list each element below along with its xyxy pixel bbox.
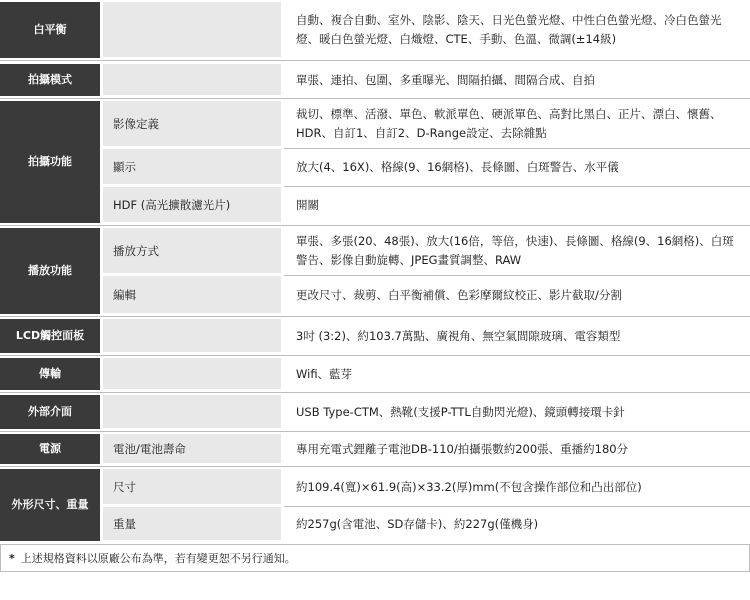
row-label: 傳輸 [0,358,100,390]
row-value: 單張、多張(20、48張)、放大(16倍，等倍，快速)、長條圖、格線(9、16網格)、白斑警告、影像自動旋轉、JPEG畫質調整、RAW [284,228,750,274]
spec-subrow-playback-mode [0,228,750,274]
footnote-mark: * [9,551,15,565]
row-label: 拍攝功能 [0,101,100,223]
footnote [0,544,750,572]
row-value: USB Type-CTM、熱靴(支援P-TTL自動閃光燈)、鏡頭轉接環卡針 [284,395,750,429]
spec-row-lcd [0,319,750,353]
row-sub-label [103,319,281,353]
spec-row-white-balance [0,2,750,58]
row-label: 外形尺寸、重量 [0,469,100,541]
row-value: 自動、複合自動、室外、陰影、陰天、日光色螢光燈、中性白色螢光燈、冷白色螢光燈、暖白色螢光燈、白熾燈、CTE、手動、色溫、微調(±14級) [284,2,750,58]
row-sub-label: 編輯 [103,276,281,314]
row-sub-label: 顯示 [103,149,281,185]
spec-row-transfer [0,358,750,390]
row-label: 電源 [0,434,100,464]
row-value: 放大(4、16X)、格線(9、16網格)、長條圖、白斑警告、水平儀 [284,149,750,185]
row-value: 專用充電式鋰離子電池DB-110/拍攝張數約200張、重播約180分 [284,434,750,464]
row-sub-label: 尺寸 [103,469,281,505]
spec-row-external-interface [0,395,750,429]
row-sub-label [103,395,281,429]
spec-subrow-hdf [0,187,750,223]
spec-subrow-image-definition [0,101,750,147]
row-label: 外部介面 [0,395,100,429]
spec-subrow-weight [0,507,750,541]
row-value: 更改尺寸、裁剪、白平衡補償、色彩摩爾紋校正、影片截取/分割 [284,276,750,314]
row-value: 單張、連拍、包圍、多重曝光、間隔拍攝、間隔合成、自拍 [284,64,750,96]
row-label: 拍攝模式 [0,64,100,96]
spec-subrow-edit [0,276,750,314]
spec-subrow-display [0,149,750,185]
row-sub-label: 重量 [103,507,281,541]
row-value: 開關 [284,187,750,223]
row-sub-label: 電池/電池壽命 [103,434,281,464]
row-label: 播放功能 [0,228,100,314]
row-value: 約257g(含電池、SD存儲卡)、約227g(僅機身) [284,507,750,541]
spec-row-shooting-mode [0,64,750,96]
spec-row-power [0,434,750,464]
row-sub-label: 影像定義 [103,101,281,147]
row-value: 3吋 (3:2)、約103.7萬點、廣視角、無空氣間隙玻璃、電容類型 [284,319,750,353]
row-sub-label [103,2,281,58]
row-label: 白平衡 [0,2,100,58]
row-sub-label [103,358,281,390]
row-value: 約109.4(寬)×61.9(高)×33.2(厚)mm(不包含操作部位和凸出部位) [284,469,750,505]
row-label: LCD觸控面板 [0,319,100,353]
spec-subrow-dimensions [0,469,750,505]
row-value: 裁切、標準、活潑、單色、軟派單色、硬派單色、高對比黑白、正片、漂白、懷舊、HDR、自訂1、自訂2、D-Range設定、去除雜點 [284,101,750,147]
row-sub-label: 播放方式 [103,228,281,274]
row-sub-label: HDF (高光擴散濾光片) [103,187,281,223]
row-value: Wifi、藍芽 [284,358,750,390]
footnote-text: 上述規格資料以原廠公布為準，若有變更恕不另行通知。 [20,552,296,565]
row-sub-label [103,64,281,96]
